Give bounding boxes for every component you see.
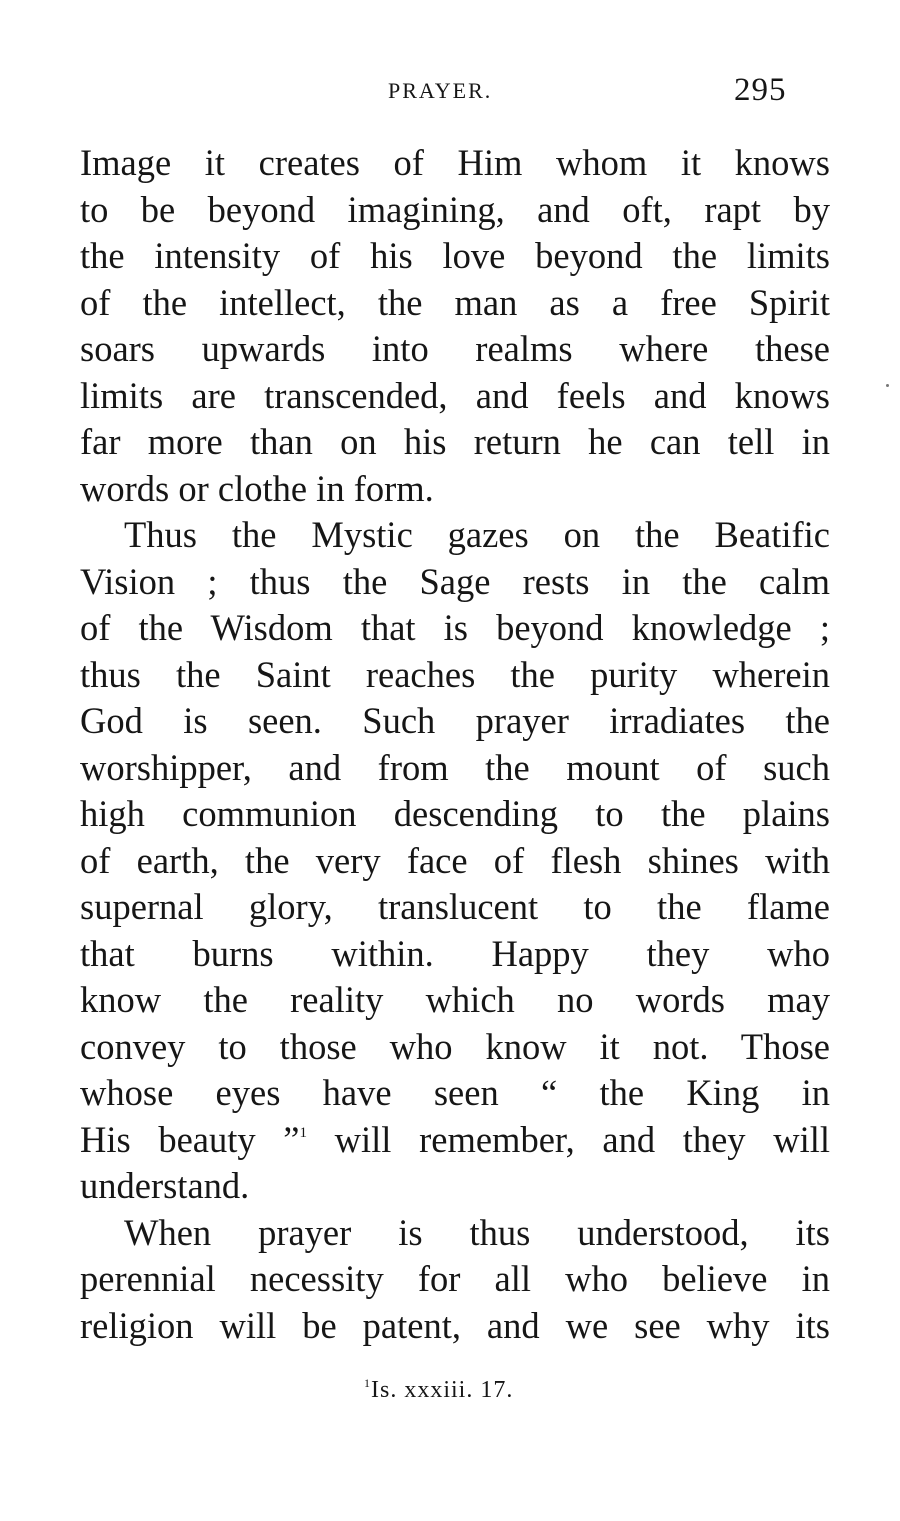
text-line: far more than on his return he can tell in [80, 421, 830, 462]
paper-speck [886, 384, 889, 387]
text-line: the intensity of his love beyond the limits [80, 235, 830, 276]
text-line: whose eyes have seen “ the King in [80, 1072, 830, 1113]
text-line: to be beyond imagining, and oft, rapt by [80, 188, 830, 230]
text-line: high communion descending to the plains [80, 793, 830, 834]
text-line: limits are transcended, and feels and knows [80, 374, 830, 416]
text-line: that burns within. Happy they who [80, 932, 830, 974]
page-number: 295 [734, 72, 787, 108]
running-head [0, 72, 900, 118]
text-line: understand. [80, 1165, 250, 1206]
running-title: PRAYER. [388, 78, 493, 103]
text-line: perennial necessity for all who believe in [80, 1258, 830, 1299]
text-line: Image it creates of Him whom it knows [80, 142, 830, 183]
text-line: convey to those who know it not. Those [80, 1025, 830, 1067]
text-line: soars upwards into realms where these [80, 328, 830, 369]
text-line: thus the Saint reaches the purity wherein [80, 653, 830, 695]
text-line: religion will be patent, and we see why its [80, 1304, 830, 1346]
paragraph-start-line: When prayer is thus understood, its [124, 1211, 830, 1253]
footnote-text: Is. xxxiii. 17. [371, 1377, 514, 1403]
text-line: know the reality which no words may [80, 979, 830, 1020]
text-line: Vision ; thus the Sage rests in the calm [80, 560, 830, 602]
footnote [364, 1376, 513, 1404]
text-line: of the intellect, the man as a free Spirit [80, 281, 830, 323]
text-line: worshipper, and from the mount of such [80, 746, 830, 788]
footnote-reference[interactable]: 1 [299, 1124, 308, 1141]
text-line: God is seen. Such prayer irradiates the [80, 700, 830, 741]
text-line: words or clothe in form. [80, 467, 434, 509]
text-segment: His beauty ” [80, 1118, 300, 1160]
body-text [80, 140, 830, 1349]
paragraph-start-line: Thus the Mystic gazes on the Beatific [124, 514, 830, 555]
footnote-marker: 1 [364, 1376, 371, 1390]
text-line: of earth, the very face of flesh shines with [80, 839, 830, 881]
text-line: of the Wisdom that is beyond knowledge ; [80, 607, 830, 648]
text-line: supernal glory, translucent to the flame [80, 886, 830, 927]
text-line-with-footnote-ref [80, 1117, 830, 1164]
text-segment: will remember, and they will [307, 1118, 830, 1160]
